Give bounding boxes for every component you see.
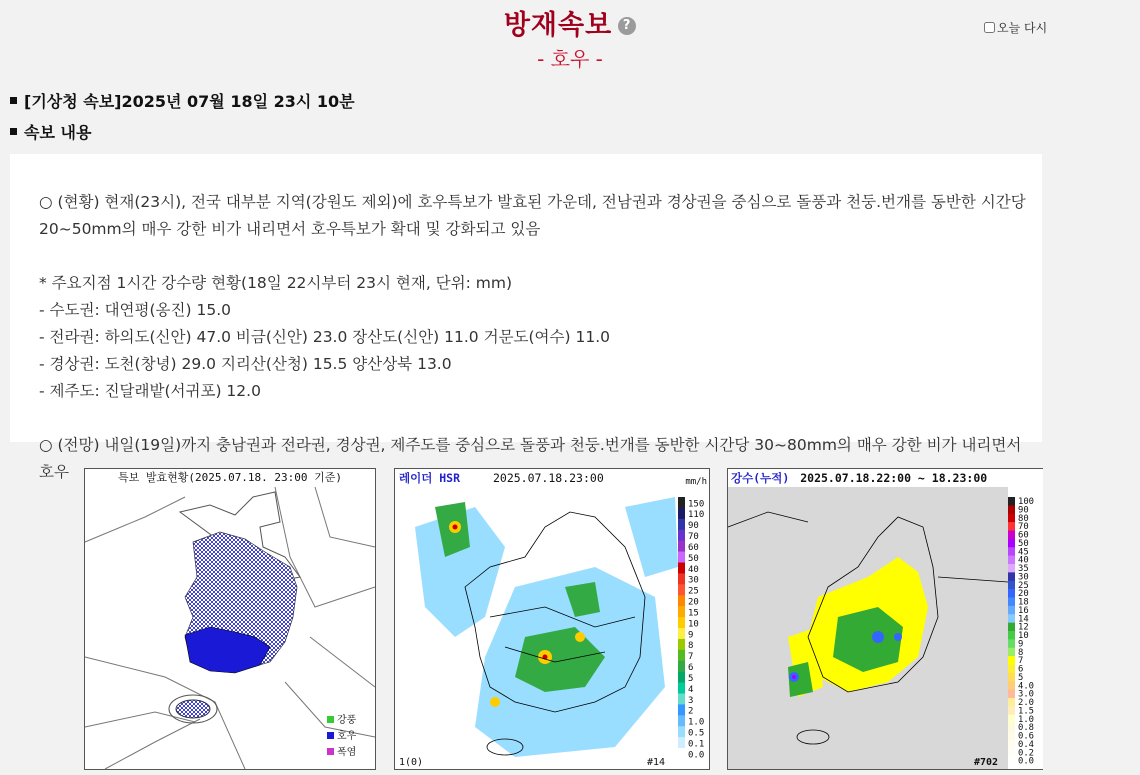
scale-label: 1.0 bbox=[1018, 714, 1035, 725]
scale-swatch bbox=[1008, 598, 1015, 607]
scale-swatch bbox=[678, 508, 685, 519]
radar-map-panel[interactable] bbox=[394, 468, 710, 770]
page-title: 방재속보 ? bbox=[0, 3, 1140, 42]
section-title-line bbox=[10, 120, 91, 143]
legend-swatch-rain bbox=[327, 732, 334, 739]
scale-label: 7 bbox=[688, 652, 694, 663]
scale-label: 10 bbox=[688, 619, 699, 630]
scale-swatch bbox=[1008, 706, 1015, 715]
bullet-icon bbox=[10, 97, 17, 104]
scale-label: 20 bbox=[688, 597, 699, 608]
scale-swatch bbox=[1008, 514, 1015, 523]
issued-text: [기상청 속보]2025년 07월 18일 23시 10분 bbox=[24, 92, 355, 111]
scale-swatch bbox=[678, 541, 685, 552]
dismiss-today-option[interactable] bbox=[984, 19, 1047, 36]
scale-label: 0.0 bbox=[1018, 756, 1035, 767]
scale-swatch bbox=[1008, 732, 1015, 741]
scale-label: 30 bbox=[1018, 572, 1029, 583]
scale-swatch bbox=[1008, 656, 1015, 665]
scale-label: 150 bbox=[688, 499, 705, 510]
scale-swatch bbox=[678, 650, 685, 661]
radar-map bbox=[395, 487, 709, 769]
scale-swatch bbox=[678, 617, 685, 628]
scale-label: 0.1 bbox=[688, 739, 705, 750]
scale-swatch bbox=[1008, 606, 1015, 615]
map-images bbox=[0, 464, 1042, 775]
scale-swatch bbox=[1008, 564, 1015, 573]
page-subtitle: - 호우 - bbox=[537, 47, 603, 71]
scale-label: 0.2 bbox=[1018, 748, 1035, 759]
accum-color-scale bbox=[1008, 497, 1034, 767]
scale-swatch bbox=[678, 737, 685, 748]
bullet-icon bbox=[10, 128, 17, 135]
scale-label: 7 bbox=[1018, 656, 1024, 667]
scale-swatch bbox=[1008, 522, 1015, 531]
warning-map-panel[interactable] bbox=[84, 468, 376, 770]
legend-rain: 호우 bbox=[337, 731, 357, 742]
accum-footer-right: #702 bbox=[974, 757, 999, 768]
scale-swatch bbox=[1008, 698, 1015, 707]
dismiss-today-label: 오늘 다시 bbox=[997, 21, 1048, 35]
scale-swatch bbox=[678, 715, 685, 726]
scale-swatch bbox=[678, 530, 685, 541]
scale-swatch bbox=[678, 595, 685, 606]
scale-label: 70 bbox=[688, 532, 699, 543]
scale-label: 50 bbox=[1018, 538, 1029, 549]
scale-swatch bbox=[1008, 715, 1015, 724]
scale-swatch bbox=[1008, 589, 1015, 598]
scale-label: 20 bbox=[1018, 589, 1029, 600]
scale-swatch bbox=[678, 563, 685, 574]
scale-label: 4.0 bbox=[1018, 681, 1035, 692]
radar-map-time: 2025.07.18.23:00 bbox=[492, 471, 604, 485]
legend-swatch-heat bbox=[327, 748, 334, 755]
scale-swatch bbox=[678, 628, 685, 639]
scale-swatch bbox=[1008, 572, 1015, 581]
legend-swatch-wind bbox=[327, 716, 334, 723]
dismiss-today-checkbox[interactable] bbox=[984, 22, 995, 33]
scale-swatch bbox=[678, 552, 685, 563]
scale-label: 0.4 bbox=[1018, 739, 1035, 750]
legend-heat: 폭염 bbox=[337, 747, 357, 758]
scale-label: 8 bbox=[688, 641, 694, 652]
scale-label: 0.0 bbox=[688, 750, 705, 761]
scale-swatch bbox=[678, 683, 685, 694]
accum-map bbox=[728, 487, 1043, 769]
section-title: 속보 내용 bbox=[24, 123, 92, 142]
scale-swatch bbox=[678, 748, 685, 759]
scale-label: 4 bbox=[688, 684, 694, 695]
scale-swatch bbox=[1008, 556, 1015, 565]
accum-map-label: 강수(누적) bbox=[731, 471, 790, 485]
warning-map-title: 특보 발효현황(2025.07.18. 23:00 기준) bbox=[117, 471, 343, 484]
scale-swatch bbox=[678, 694, 685, 705]
page-header bbox=[0, 0, 1048, 80]
scale-swatch bbox=[1008, 631, 1015, 640]
scale-label: 14 bbox=[1018, 614, 1029, 625]
issued-line bbox=[10, 89, 355, 112]
scale-label: 40 bbox=[1018, 555, 1029, 566]
scale-label: 90 bbox=[1018, 505, 1029, 516]
scale-swatch bbox=[678, 726, 685, 737]
warning-map bbox=[85, 487, 375, 769]
radar-map-title bbox=[395, 469, 709, 487]
radar-map-label: 레이더 HSR bbox=[399, 471, 461, 485]
help-icon[interactable]: ? bbox=[618, 17, 636, 35]
accum-map-title bbox=[728, 469, 1043, 487]
scale-label: 45 bbox=[1018, 547, 1029, 558]
scale-label: 6 bbox=[688, 663, 694, 674]
scale-swatch bbox=[678, 584, 685, 595]
scale-swatch bbox=[1008, 723, 1015, 732]
scale-label: 5 bbox=[688, 673, 694, 684]
scale-swatch bbox=[678, 519, 685, 530]
scale-label: 1.0 bbox=[688, 717, 705, 728]
scale-label: 16 bbox=[1018, 605, 1029, 616]
scale-label: 25 bbox=[1018, 580, 1029, 591]
bulletin-body: ○ (현황) 현재(23시), 전국 대부분 지역(강원도 제외)에 호우특보가 발효된 가운데, 전남권과 경상권을 중심으로 돌풍과 천둥.번개를 동반한 시간당 20~50mm의 매우 강한 비가 내리면서 호우특보가 확대 및 강화되고 있음 * 주요지점 1시간 강수량 현황(18일 22시부터 23시 현재, 단위: mm) - 수도권: 대연평(옹진) 15.0 - 전라권: 하의도(신안) 47.0 비금(신안) 23.0 장산도(신안) 11.0 거문도(여수) 11.0 - 경상권: 도천(창녕) 29.0 지리산(산청) 15.5 양산상북 13.0 - 제주도: 진달래밭(서귀포) 12.0 ○ (전망) 내일(19일)까지 충남권과 전라권, 경상권, 제주도를 중심으로 돌풍과 천둥.번개를 동반한 시간당 30~80mm의 매우 강한 비가 내리면서 호우 bbox=[39, 193, 1026, 481]
scale-swatch bbox=[1008, 757, 1015, 766]
scale-swatch bbox=[678, 497, 685, 508]
scale-label: 35 bbox=[1018, 564, 1029, 575]
accum-map-panel[interactable] bbox=[727, 468, 1043, 770]
scale-swatch bbox=[1008, 639, 1015, 648]
scale-label: 110 bbox=[688, 510, 705, 521]
scale-label: 50 bbox=[688, 553, 699, 564]
radar-footer-left: 1(0) bbox=[399, 757, 424, 768]
scale-label: 5 bbox=[1018, 672, 1024, 683]
scale-label: 100 bbox=[1018, 497, 1035, 508]
scale-swatch bbox=[678, 573, 685, 584]
scale-swatch bbox=[678, 704, 685, 715]
scale-swatch bbox=[678, 639, 685, 650]
legend-wind: 강풍 bbox=[337, 715, 357, 726]
scale-label: 18 bbox=[1018, 597, 1029, 608]
radar-color-scale bbox=[678, 497, 704, 760]
scale-swatch bbox=[1008, 690, 1015, 699]
scale-label: 0.5 bbox=[688, 728, 705, 739]
scale-swatch bbox=[1008, 505, 1015, 514]
scale-label: 0.6 bbox=[1018, 731, 1035, 742]
scale-swatch bbox=[1008, 748, 1015, 757]
scale-swatch bbox=[1008, 740, 1015, 749]
scale-swatch bbox=[678, 606, 685, 617]
scale-label: 9 bbox=[1018, 639, 1024, 650]
accum-map-time: 2025.07.18.22:00 ~ 18.23:00 bbox=[800, 471, 988, 485]
scale-label: 8 bbox=[1018, 647, 1024, 658]
scale-swatch bbox=[1008, 623, 1015, 632]
scale-label: 70 bbox=[1018, 522, 1029, 533]
scale-swatch bbox=[1008, 673, 1015, 682]
scale-label: 0.8 bbox=[1018, 723, 1035, 734]
scale-swatch bbox=[1008, 614, 1015, 623]
scale-swatch bbox=[1008, 539, 1015, 548]
scale-label: 90 bbox=[688, 521, 699, 532]
scale-swatch bbox=[1008, 648, 1015, 657]
scale-swatch bbox=[678, 672, 685, 683]
scale-label: 80 bbox=[1018, 513, 1029, 524]
scale-label: 40 bbox=[688, 564, 699, 575]
scale-label: 6 bbox=[1018, 664, 1024, 675]
scale-label: 10 bbox=[1018, 631, 1029, 642]
scale-swatch bbox=[1008, 581, 1015, 590]
radar-map-unit: mm/h bbox=[685, 477, 707, 487]
scale-swatch bbox=[1008, 665, 1015, 674]
scale-label: 60 bbox=[688, 542, 699, 553]
scale-label: 2.0 bbox=[1018, 698, 1035, 709]
scale-label: 9 bbox=[688, 630, 694, 641]
scale-swatch bbox=[678, 661, 685, 672]
radar-footer-right: #14 bbox=[647, 757, 666, 768]
scale-label: 2 bbox=[688, 706, 694, 717]
scale-swatch bbox=[1008, 497, 1015, 506]
scale-label: 15 bbox=[688, 608, 699, 619]
scale-swatch bbox=[1008, 531, 1015, 540]
scale-label: 1.5 bbox=[1018, 706, 1035, 717]
scale-label: 30 bbox=[688, 575, 699, 586]
scale-swatch bbox=[1008, 681, 1015, 690]
scale-label: 25 bbox=[688, 586, 699, 597]
scale-label: 12 bbox=[1018, 622, 1029, 633]
scale-label: 3 bbox=[688, 695, 694, 706]
scale-label: 3.0 bbox=[1018, 689, 1035, 700]
scale-label: 60 bbox=[1018, 530, 1029, 541]
scale-swatch bbox=[1008, 547, 1015, 556]
